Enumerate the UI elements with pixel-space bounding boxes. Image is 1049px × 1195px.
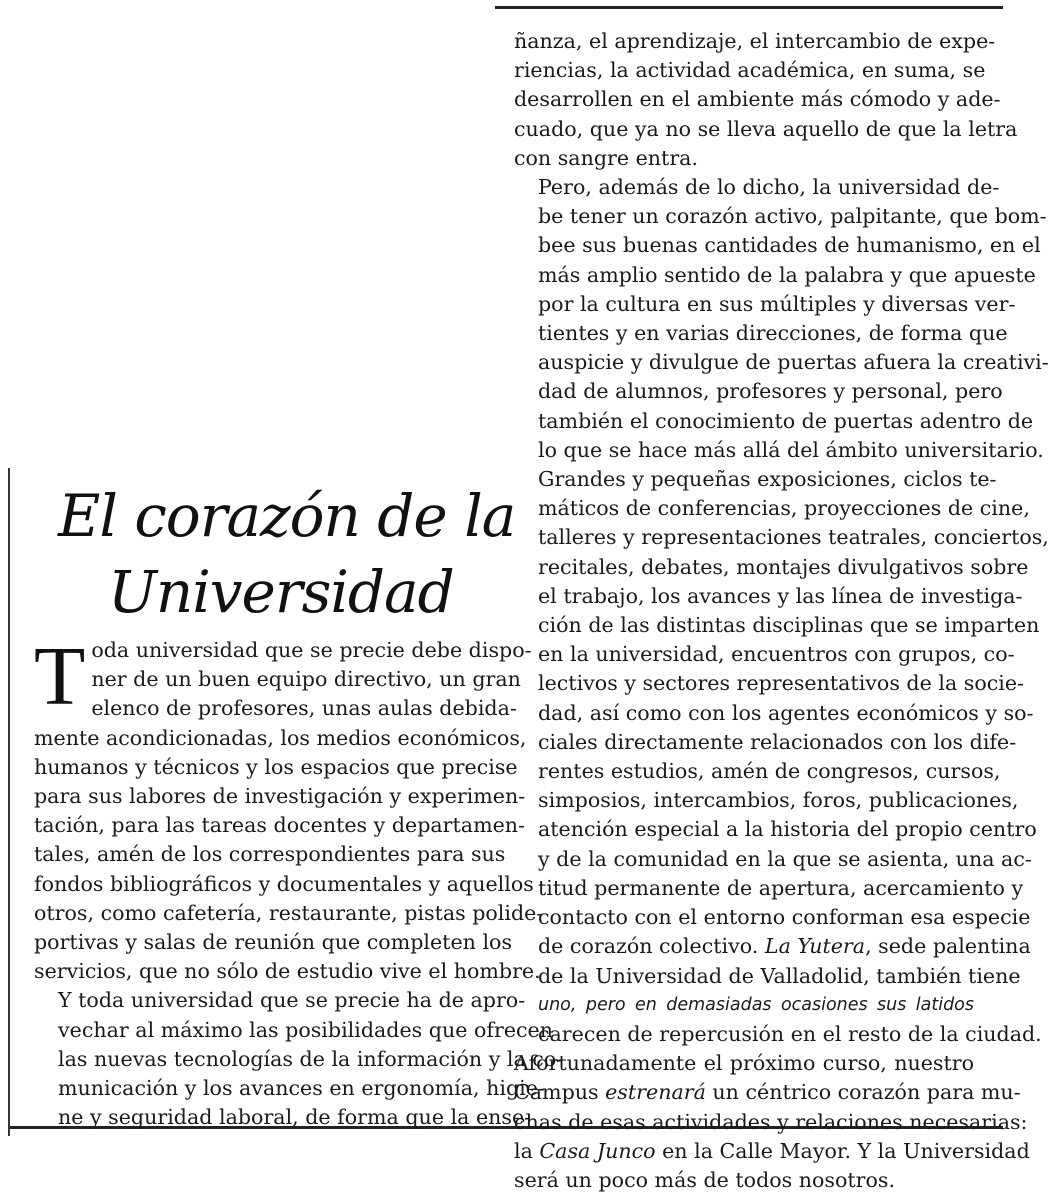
text-line: lectivos y sectores representativos de la socie- xyxy=(538,671,1024,696)
text-segment: un céntrico corazón para mu- xyxy=(705,1080,1021,1105)
text-line: también el conocimiento de puertas adentro de xyxy=(538,408,1034,433)
text-line: el trabajo, los avances y las línea de investiga- xyxy=(538,583,1023,608)
text-line: simposios, intercambios, foros, publicaciones, xyxy=(538,788,1019,813)
text-line: ciales directamente relacionados con los dife- xyxy=(538,729,1017,754)
text-line: Pero, además de lo dicho, la universidad de- xyxy=(538,175,1000,200)
text-line: y de la comunidad en la que se asienta, una ac- xyxy=(538,846,1032,871)
right-column xyxy=(514,27,1049,1195)
text-line xyxy=(514,932,1031,961)
text-line: auspicie y divulgue de puertas afuera la creativi- xyxy=(538,350,1049,375)
text-line: municación y los avances en ergonomía, higie- xyxy=(58,1076,545,1101)
text-line: de la Universidad de Valladolid, también tiene xyxy=(538,963,1021,988)
text-segment: , sede palentina xyxy=(865,934,1031,959)
text-line: dad de alumnos, profesores y personal, pero xyxy=(538,379,1003,404)
text-line: ñanza, el aprendizaje, el intercambio de expe- xyxy=(514,29,996,53)
paragraph-5 xyxy=(514,1049,1030,1195)
text-line: será un poco más de todos nosotros. xyxy=(514,1167,896,1192)
text-segment: en la Calle Mayor. Y la Universidad xyxy=(655,1138,1030,1163)
text-line: fondos bibliográficos y documentales y aquellos xyxy=(34,871,534,896)
text-line: chas de esas actividades y relaciones necesarias: xyxy=(514,1109,1028,1134)
paragraph-3 xyxy=(514,173,1049,465)
paragraph-1 xyxy=(34,630,544,986)
left-rule xyxy=(8,468,10,1136)
text-line: elenco de profesores, unas aulas debida- xyxy=(91,696,517,721)
text-line: por la cultura en sus múltiples y diversas ver- xyxy=(538,291,1016,316)
text-line: tales, amén de los correspondientes para sus xyxy=(34,842,506,867)
text-line xyxy=(514,1137,1030,1166)
text-line: be tener un corazón activo, palpitante, que bom- xyxy=(538,204,1047,229)
text-line: las nuevas tecnologías de la información y la co- xyxy=(58,1046,564,1071)
text-line: en la universidad, encuentros con grupos, co- xyxy=(538,642,1015,667)
text-line: mente acondicionadas, los medios económicos, xyxy=(34,725,527,750)
text-line: titud permanente de apertura, acercamiento y xyxy=(538,875,1024,900)
text-line: rentes estudios, amén de congresos, cursos, xyxy=(538,759,1001,784)
text-line: más amplio sentido de la palabra y que apueste xyxy=(538,262,1036,287)
text-line: atención especial a la historia del propio centro xyxy=(538,817,1037,842)
paragraph-continued xyxy=(514,27,1018,173)
text-line: recitales, debates, montajes divulgativos sobre xyxy=(538,554,1029,579)
text-line: oda universidad que se precie debe dispo- xyxy=(91,638,532,662)
text-line: ne y seguridad laboral, de forma que la ense- xyxy=(58,1105,532,1130)
text-line: otros, como cafetería, restaurante, pistas polide- xyxy=(34,900,544,925)
text-line: máticos de conferencias, proyecciones de cine, xyxy=(538,496,1030,521)
text-line xyxy=(514,1078,1021,1107)
verb-italic: estrenará xyxy=(605,1080,706,1105)
text-line: ción de las distintas disciplinas que se imparten xyxy=(538,613,1040,638)
place-name-italic: Casa Junco xyxy=(539,1138,656,1163)
text-line: humanos y técnicos y los espacios que precise xyxy=(34,754,518,779)
text-line: lo que se hace más allá del ámbito universitario. xyxy=(538,437,1044,462)
top-rule xyxy=(495,6,1003,9)
article-title-line-1: El corazón de la xyxy=(58,482,516,550)
paragraph-4 xyxy=(514,465,1049,1049)
text-segment: de corazón colectivo. xyxy=(538,934,765,959)
text-line: para sus labores de investigación y experimen- xyxy=(34,784,526,809)
text-line: Grandes y pequeñas exposiciones, ciclos te- xyxy=(538,467,997,492)
text-line: desarrollen en el ambiente más cómodo y ade- xyxy=(514,87,1001,112)
text-line: cuado, que ya no se lleva aquello de que la letra xyxy=(514,116,1018,141)
text-line-italic: uno, pero en demasiadas ocasiones sus latidos xyxy=(538,994,974,1015)
text-line: vechar al máximo las posibilidades que ofrecen xyxy=(58,1017,553,1042)
text-line: bee sus buenas cantidades de humanismo, en el xyxy=(538,233,1041,258)
text-line: tientes y en varias direcciones, de forma que xyxy=(538,321,1008,346)
drop-cap: T xyxy=(34,630,86,723)
text-segment: la xyxy=(514,1138,540,1163)
text-line: dad, así como con los agentes económicos y so- xyxy=(538,700,1034,725)
text-line: Afortunadamente el próximo curso, nuestro xyxy=(514,1051,974,1076)
text-line: tación, para las tareas docentes y departamen- xyxy=(34,813,526,838)
text-line: servicios, que no sólo de estudio vive el hombre. xyxy=(34,959,541,984)
text-line: talleres y representaciones teatrales, conciertos, xyxy=(538,525,1049,550)
text-line: riencias, la actividad académica, en suma, se xyxy=(514,58,986,83)
text-line: ner de un buen equipo directivo, un gran xyxy=(91,667,521,692)
text-line: Y toda universidad que se precie ha de apro- xyxy=(58,988,526,1013)
text-line: portivas y salas de reunión que completen los xyxy=(34,930,513,955)
text-line: carecen de repercusión en el resto de la ciudad. xyxy=(538,1021,1042,1046)
text-segment: Campus xyxy=(514,1080,606,1105)
place-name-italic: La Yutera xyxy=(764,934,866,959)
text-line: contacto con el entorno conforman esa especie xyxy=(538,905,1031,930)
text-line: con sangre entra. xyxy=(514,145,699,170)
article-title-line-2: Universidad xyxy=(108,558,454,626)
